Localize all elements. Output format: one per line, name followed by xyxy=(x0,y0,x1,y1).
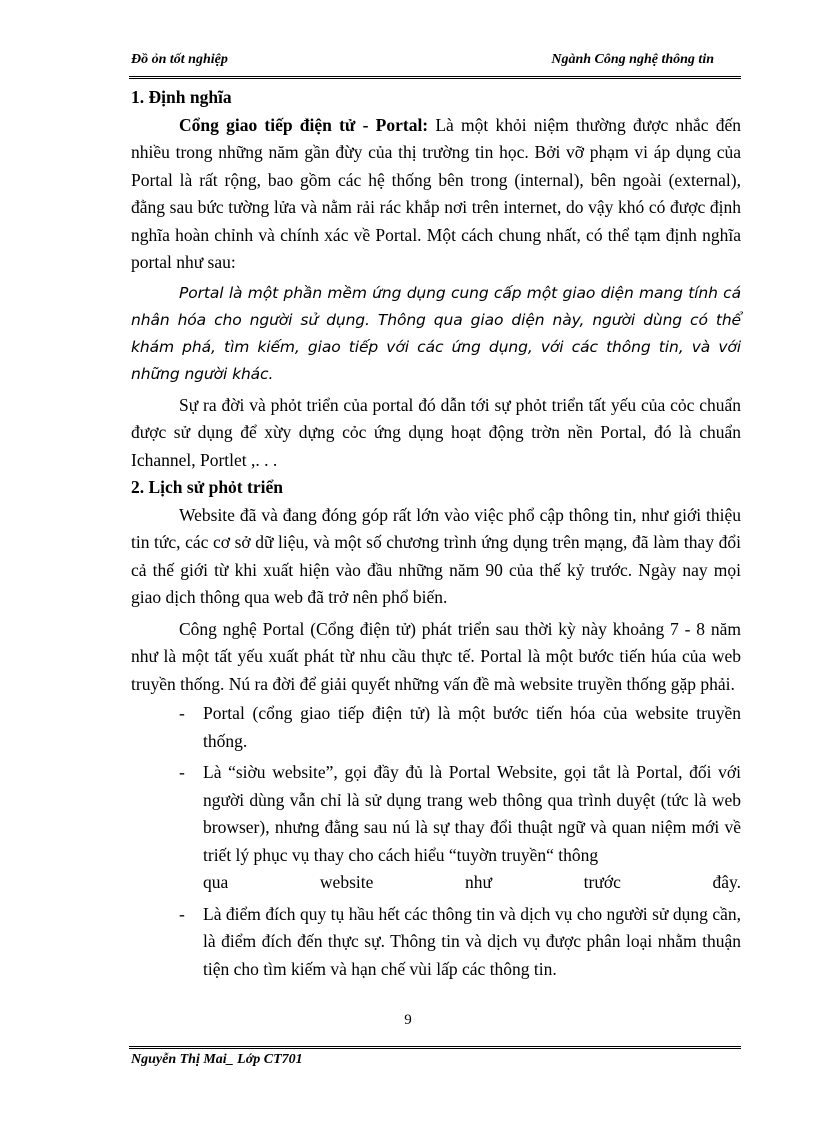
list-item-text: Portal (cổng giao tiếp điện tử) là một bước tiến hóa của website truyền thống. xyxy=(203,703,741,751)
standards-paragraph: Sự ra đời và phỏt triển của portal đó dẫn tới sự phỏt triển tất yếu của cỏc chuẩn được sử dụng để xừy dựng cỏc ứng dụng hoạt động trờn nền Portal, đó là chuẩn Ichannel, Portlet ,. . . xyxy=(131,394,741,470)
history-paragraph-portal: Công nghệ Portal (Cổng điện tử) phát triển sau thời kỳ này khoảng 7 - 8 năm như là một tất yếu xuất phát từ nhu cầu thực tế. Portal là một bước tiến húa của web truyền thống. Nú ra đời để giải quyết những vấn đề mà website truyền thống gặp phải. xyxy=(131,618,741,694)
page-footer: Nguyễn Thị Mai_ Lớp CT701 xyxy=(131,1052,303,1067)
definition-text: Là một khỏi niệm thường được nhắc đến nhiều trong những năm gần đừy của thị trường tin học. Bởi vỡ phạm vi áp dụng của Portal là rất rộng, bao gồm các hệ thống bên trong (internal), bên ngoài (external), đằng sau bức tường lửa và nằm rải rác khắp nơi trên internet, do vậy khó có được định nghĩa hoàn chỉnh và chính xác về Portal. Một cách chung nhất, có thể tạm định nghĩa portal như sau: xyxy=(131,114,741,272)
section-heading-definition: 1. Định nghĩa xyxy=(131,87,232,107)
list-item xyxy=(131,759,741,897)
header-left-title: Đồ ỏn tốt nghiệp xyxy=(131,52,228,67)
italic-definition: Portal là một phần mềm ứng dụng cung cấp một giao diện mang tính cá nhân hóa cho người sử dụng. Thông qua giao diện này, người dùng có thể khám phá, tìm kiếm, giao tiếp với các ứng dụng, với các thông tin, và với những người khác. xyxy=(131,283,741,383)
list-item-text: Là điểm đích quy tụ hầu hết các thông tin và dịch vụ cho người sử dụng cần, là điểm đích đến thực sự. Thông tin và dịch vụ được phân loại nhằm thuận tiện cho tìm kiếm và hạn chế vùi lấp các thông tin. xyxy=(203,903,741,979)
list-item xyxy=(131,700,741,755)
document-body xyxy=(131,84,741,987)
history-paragraph-website: Website đã và đang đóng góp rất lớn vào việc phổ cập thông tin, như giới thiệu tin tức, các cơ sở dữ liệu, và một số chương trình ứng dụng trên mạng, đã làm thay đổi cả thế giới từ khi xuất hiện vào đầu những năm 90 của thế kỷ trước. Ngày nay mọi giao dịch thông qua web đã trở nên phổ biến. xyxy=(131,504,741,607)
footer-rule xyxy=(129,1046,741,1049)
page-header xyxy=(131,52,742,74)
list-item-text-last-line: qua website như trước đây. xyxy=(203,872,741,892)
list-item xyxy=(131,901,741,984)
definition-term: Cổng giao tiếp điện tử - Portal: xyxy=(179,114,429,135)
section-heading-history: 2. Lịch sử phỏt triển xyxy=(131,477,283,497)
header-right-title: Ngành Công nghệ thông tin xyxy=(551,52,714,67)
page-number: 9 xyxy=(404,1012,412,1028)
list-item-text: Là “siờu website”, gọi đầy đủ là Portal Website, gọi tắt là Portal, đối với người dùng vẫn chỉ là sử dụng trang web thông qua trình duyệt (tức là web browser), nhưng đằng sau nú là sự thay đổi thuật ngữ và quan niệm mới về triết lý phục vụ thay cho cách hiểu “tuyờn truyền“ thông xyxy=(203,762,741,865)
bullet-dash: - xyxy=(179,762,185,782)
bullet-dash: - xyxy=(179,703,185,723)
definition-paragraph xyxy=(131,112,741,277)
bullet-list xyxy=(131,700,741,983)
bullet-dash: - xyxy=(179,903,185,924)
header-rule xyxy=(129,76,741,79)
